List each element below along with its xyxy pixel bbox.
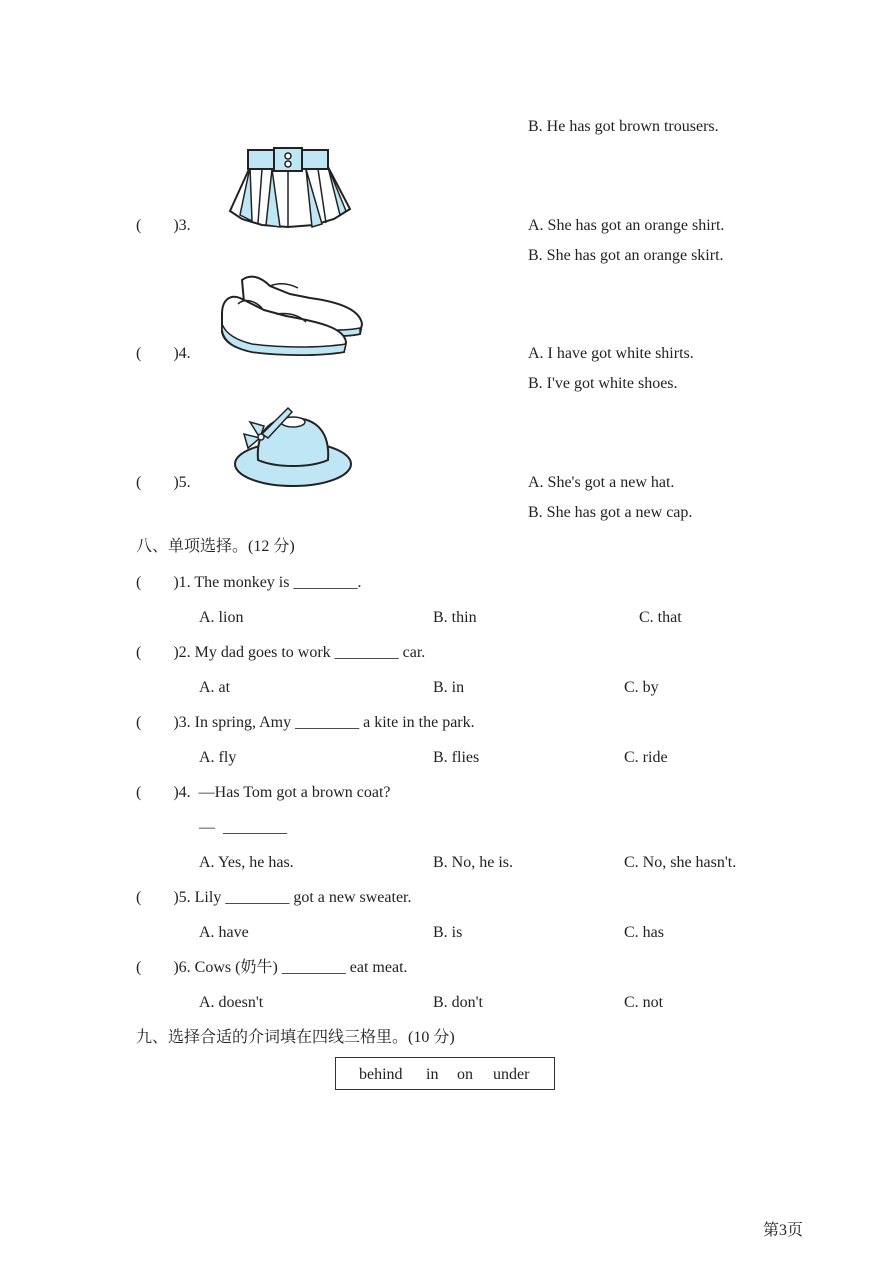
q2-stem: ( )2. My dad goes to work ________ car. xyxy=(136,644,426,661)
q5-stem: ( )5. Lily ________ got a new sweater. xyxy=(136,889,412,906)
q2-option-c: C. by xyxy=(624,679,659,696)
q4-option-a: A. Yes, he has. xyxy=(199,854,294,871)
item5-bracket: ( )5. xyxy=(136,474,191,491)
section8-title: 八、单项选择。(12 分) xyxy=(136,538,295,555)
shoes-icon xyxy=(220,272,368,358)
item3-option-b: B. She has got an orange skirt. xyxy=(528,247,724,264)
q4-stem: ( )4. —Has Tom got a brown coat? xyxy=(136,784,391,801)
word-bank-box xyxy=(335,1057,555,1090)
q4-option-b: B. No, he is. xyxy=(433,854,513,871)
item3-bracket: ( )3. xyxy=(136,217,191,234)
word-on: on xyxy=(457,1066,473,1083)
hat-icon xyxy=(230,404,356,490)
q5-option-a: A. have xyxy=(199,924,249,941)
q1-stem: ( )1. The monkey is ________. xyxy=(136,574,362,591)
skirt-icon xyxy=(222,147,356,229)
q4-reply-line: — ________ xyxy=(199,819,287,836)
item3-option-a: A. She has got an orange shirt. xyxy=(528,217,725,234)
item5-option-b: B. She has got a new cap. xyxy=(528,504,693,521)
q5-option-c: C. has xyxy=(624,924,664,941)
q2-option-b: B. in xyxy=(433,679,465,696)
q6-option-a: A. doesn't xyxy=(199,994,264,1011)
q3-option-a: A. fly xyxy=(199,749,237,766)
q6-option-c: C. not xyxy=(624,994,664,1011)
q2-option-a: A. at xyxy=(199,679,231,696)
item4-bracket: ( )4. xyxy=(136,345,191,362)
q4-option-c: C. No, she hasn't. xyxy=(624,854,737,871)
page-number: 第3页 xyxy=(763,1222,804,1239)
q1-option-a: A. lion xyxy=(199,609,244,626)
q6-option-b: B. don't xyxy=(433,994,483,1011)
q5-option-b: B. is xyxy=(433,924,463,941)
section9-title: 九、选择合适的介词填在四线三格里。(10 分) xyxy=(136,1029,455,1046)
word-behind: behind xyxy=(359,1066,403,1083)
item4-option-a: A. I have got white shirts. xyxy=(528,345,694,362)
word-under: under xyxy=(493,1066,530,1083)
item4-option-b: B. I've got white shoes. xyxy=(528,375,678,392)
q3-option-c: C. ride xyxy=(624,749,668,766)
item5-option-a: A. She's got a new hat. xyxy=(528,474,675,491)
q2-option-b: B. He has got brown trousers. xyxy=(528,118,719,135)
q6-stem: ( )6. Cows (奶牛) ________ eat meat. xyxy=(136,959,408,976)
q1-option-b: B. thin xyxy=(433,609,477,626)
q3-option-b: B. flies xyxy=(433,749,480,766)
q3-stem: ( )3. In spring, Amy ________ a kite in the park. xyxy=(136,714,475,731)
q1-option-c: C. that xyxy=(639,609,682,626)
word-in: in xyxy=(426,1066,439,1083)
